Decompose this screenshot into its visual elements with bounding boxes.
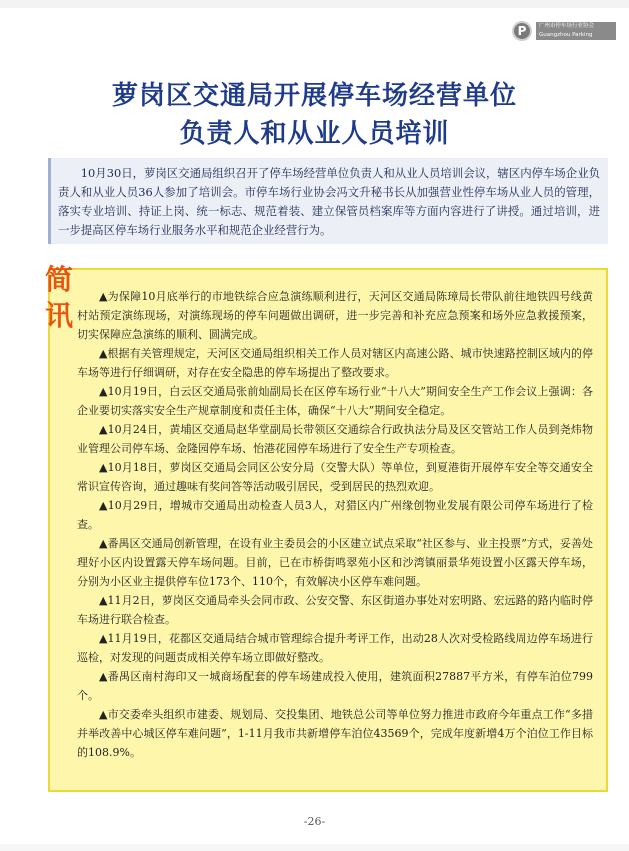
article-title-line1: 萝岗区交通局开展停车场经营单位 (111, 81, 517, 111)
page-number: -26- (303, 815, 326, 828)
news-item: ▲11月19日，花都区交通局结合城市管理综合提升考评工作，出动28人次对受检路线周边停车场进行巡检，对发现的问题责成相关停车场立即做好整改。 (77, 632, 593, 664)
logo-name: 广州市停车场行业协会 (539, 23, 595, 29)
news-item: ▲为保障10月底举行的市地铁综合应急演练顺利进行，天河区交通局陈璋局长带队前往地铁四号线黄村站预定演练现场，对演练现场的停车问题做出调研，进一步完善和补充应急预案和场外应急救援预案，切实保障应急演练的顺利、圆满完成。 (77, 290, 593, 341)
top-band (0, 0, 629, 8)
news-item: ▲番禺区南村海印又一城商场配套的停车场建成投入使用，建筑面积27887平方米，有停车泊位799个。 (77, 670, 593, 702)
intro-accent-bar (48, 158, 51, 244)
logo-english: Guangzhou Parking Association (539, 32, 593, 47)
news-item: ▲根据有关管理规定，天河区交通局组织相关工作人员对辖区内高速公路、城市快速路控制区域内的停车场等进行仔细调研，对存在安全隐患的停车场提出了整改要求。 (77, 347, 593, 379)
article-title-line2: 负责人和从业人员培训 (179, 119, 450, 149)
parking-p-icon: P (512, 21, 532, 41)
news-item: ▲10月29日，增城市交通局出动检查人员3人，对猎区内广州缘创物业发展有限公司停车场进行了检查。 (77, 499, 593, 531)
news-item: ▲10月24日，黄埔区交通局赵华堂副局长带领区交通综合行政执法分局及区交管站工作人员到尧炜物业管理公司停车场、金隆园停车场、怡港花园停车场进行了安全生产专项检查。 (77, 423, 593, 455)
news-item: ▲10月19日，白云区交通局张前灿副局长在区停车场行业“十八大”期间安全生产工作会议上强调：各企业要切实落实安全生产规章制度和责任主体，确保“十八大”期间安全稳定。 (77, 385, 593, 417)
article-intro: 10月30日，萝岗区交通局组织召开了停车场经营单位负责人和从业人员培训会议，辖区内停车场企业负责人和从业人员36人参加了培训会。市停车场行业协会冯文升秘书长从加强营业性停车场从业人员的管理，落实专业培训、持证上岗、统一标志、规范着装、建立保管员档案库等方面内容进行了讲授。通过培训，进一步提高区停车场行业服务水平和规范企业经营行为。 (48, 158, 608, 244)
news-item: ▲市交委牵头组织市建委、规划局、交投集团、地铁总公司等单位努力推进市政府今年重点工作“多措并举改善中心城区停车难问题”，1-11月我市共新增停车泊位43569个，完成年度新增4万个泊位工作目标的108.9%。 (77, 708, 593, 759)
bottom-band (0, 844, 629, 851)
news-item: ▲10月18日，萝岗区交通局会同区公安分局（交警大队）等单位，到夏港街开展停车安全等交通安全常识宣传咨询，通过趣味有奖问答等活动吸引居民，受到居民的热烈欢迎。 (77, 461, 593, 493)
news-item: ▲番禺区交通局创新管理，在设有业主委员会的小区建立试点采取“社区参与、业主投票”方式，妥善处理好小区内设置露天停车场问题。目前，已在市桥街鸣翠苑小区和沙湾镇丽景华苑设置小区露天停车场，分别为小区业主提供停车位173个、110个，有效解决小区停车难问题。 (77, 537, 593, 588)
news-section-title: 简讯 (44, 263, 73, 332)
news-list (77, 287, 593, 762)
news-item: ▲11月2日，萝岗区交通局牵头会同市政、公安交警、东区街道办事处对宏明路、宏远路的路内临时停车场进行联合检查。 (77, 594, 593, 626)
association-logo (512, 20, 618, 47)
logo-text (536, 22, 616, 47)
